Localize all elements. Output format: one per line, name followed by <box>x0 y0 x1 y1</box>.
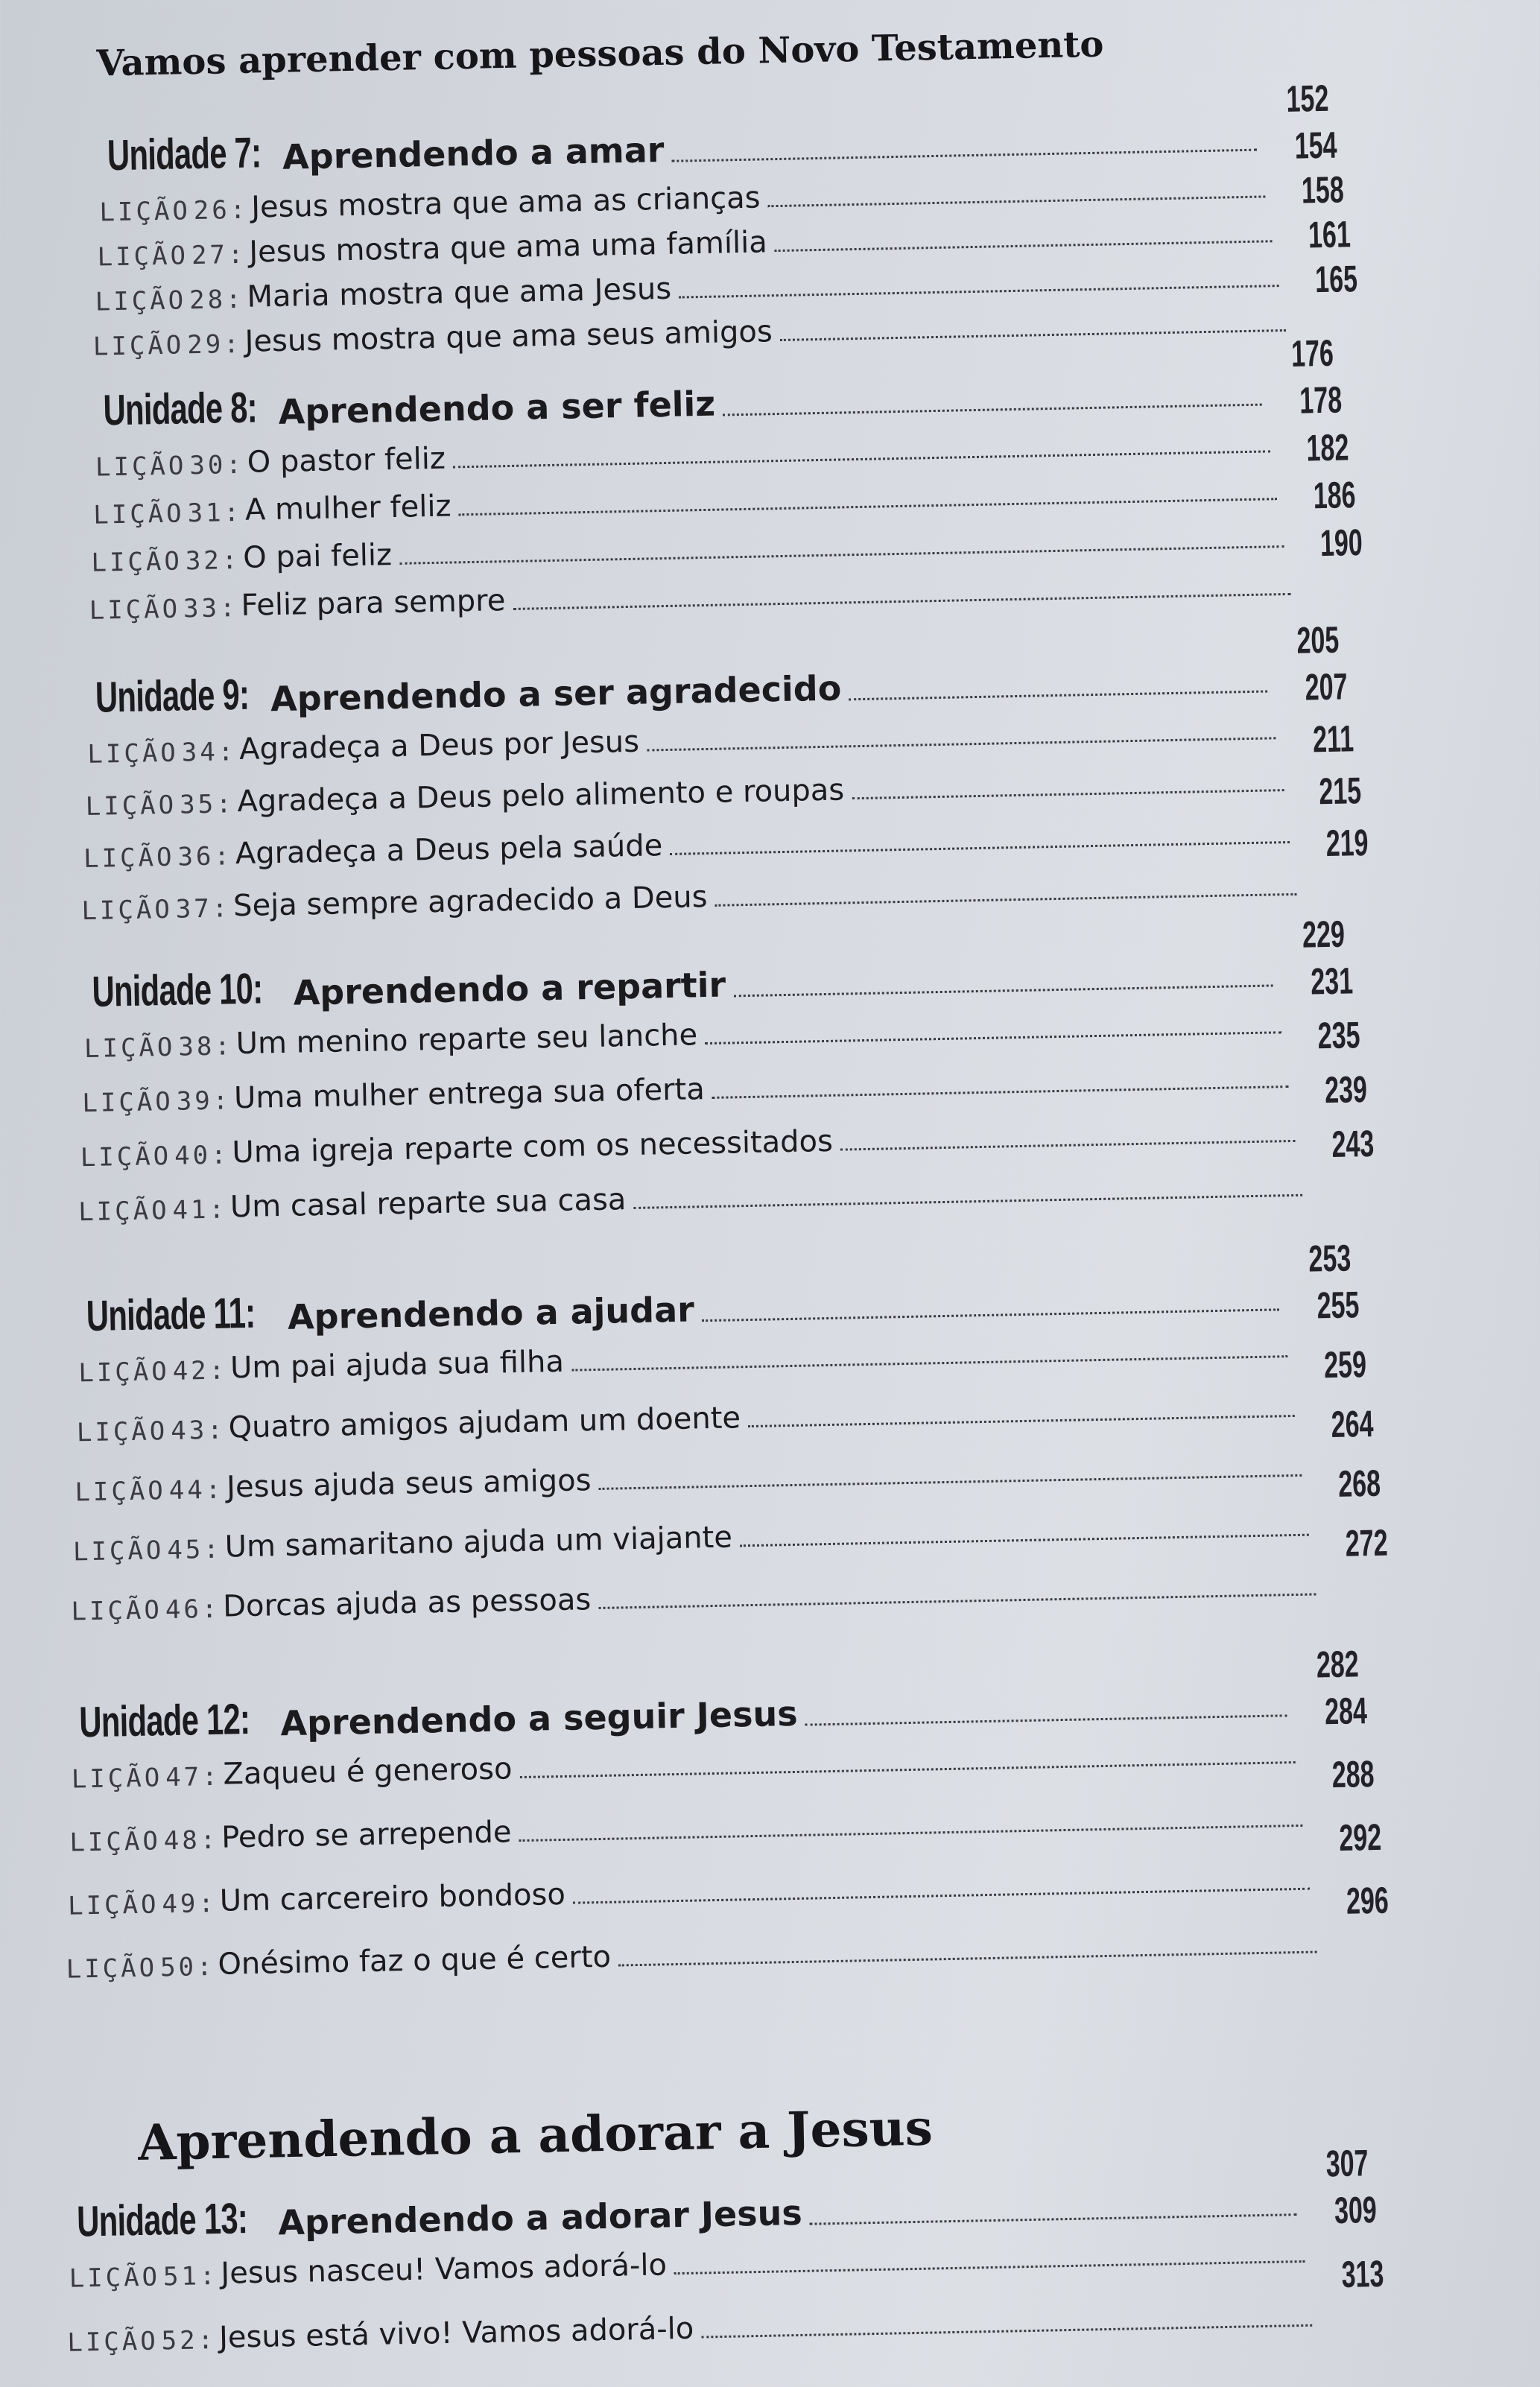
leader-dots <box>679 285 1278 298</box>
page-number: 152 <box>1285 77 1329 120</box>
lesson-title: Onésimo faz o que é certo <box>218 1939 612 1982</box>
leader-dots <box>670 841 1289 855</box>
lesson-title: Agradeça a Deus por Jesus <box>238 724 640 767</box>
licao-label: LIÇÃO <box>76 1416 168 1448</box>
leader-dots <box>573 1888 1310 1904</box>
unit-label: Unidade 11: <box>86 1288 256 1341</box>
licao-label: LIÇÃO <box>99 196 191 228</box>
leader-dots <box>633 1194 1302 1209</box>
unit-label-wrap <box>79 1693 281 1747</box>
leader-dots <box>748 1415 1294 1427</box>
page-number: 215 <box>1318 770 1362 813</box>
page-number: 239 <box>1324 1068 1367 1112</box>
page-number: 231 <box>1310 960 1354 1003</box>
lesson-number: 43: <box>170 1415 226 1446</box>
leader-dots <box>599 1474 1302 1490</box>
lesson-title: Agradeça a Deus pela saúde <box>235 828 663 872</box>
page-number: 307 <box>1325 2142 1369 2185</box>
lesson-number: 38: <box>178 1031 234 1062</box>
lesson-title: Maria mostra que ama Jesus <box>247 271 672 314</box>
licao-label: LIÇÃO <box>91 546 183 578</box>
page-number: 161 <box>1308 213 1351 256</box>
licao-label: LIÇÃO <box>97 241 189 273</box>
page-number: 190 <box>1319 522 1363 565</box>
lesson-number: 39: <box>176 1085 232 1117</box>
page-number: 165 <box>1314 258 1358 301</box>
lesson-title: Quatro amigos ajudam um doente <box>228 1401 741 1445</box>
lesson-title: Feliz para sempre <box>241 583 506 623</box>
page-number: 243 <box>1331 1122 1375 1165</box>
lesson-number: 48: <box>163 1825 219 1857</box>
page-number: 186 <box>1312 474 1356 517</box>
unit-title: Aprendendo a ser agradecido <box>270 668 842 720</box>
unit-label-wrap <box>95 669 270 722</box>
unit-title: Aprendendo a adorar Jesus <box>277 2192 803 2243</box>
lesson-title: Agradeça a Deus pelo alimento e roupas <box>237 773 845 820</box>
lesson-number: 35: <box>179 789 235 820</box>
leader-dots <box>740 1534 1308 1547</box>
licao-label: LIÇÃO <box>69 1826 162 1858</box>
lesson-number: 32: <box>185 545 241 577</box>
leader-dots <box>705 1031 1281 1044</box>
licao-label: LIÇÃO <box>67 1889 159 1921</box>
lesson-number: 28: <box>188 284 244 316</box>
lesson-number: 49: <box>162 1888 218 1920</box>
leader-dots <box>701 2324 1311 2339</box>
lesson-title: Uma mulher entrega sua oferta <box>233 1072 706 1116</box>
unit-label: Unidade 13: <box>76 2194 248 2246</box>
leader-dots <box>715 893 1296 907</box>
section-title-adorar: Aprendendo a adorar a Jesus <box>137 2098 934 2172</box>
lesson-number: 45: <box>166 1534 223 1566</box>
leader-dots <box>519 1825 1302 1842</box>
unit-title: Aprendendo a seguir Jesus <box>279 1693 799 1744</box>
licao-label: LIÇÃO <box>92 498 186 530</box>
unit-title: Aprendendo a ser feliz <box>278 383 716 432</box>
lesson-title: Um pai ajuda sua filha <box>229 1344 565 1386</box>
leader-dots <box>647 737 1276 751</box>
page-number: 235 <box>1316 1014 1360 1057</box>
lesson-number: 37: <box>175 893 231 925</box>
lesson-number: 51: <box>162 2260 218 2292</box>
section-title-novo-testamento: Vamos aprender com pessoas do Novo Testamento <box>96 23 1104 85</box>
licao-label: LIÇÃO <box>71 1763 163 1795</box>
lesson-title: O pastor feliz <box>247 441 446 480</box>
leader-dots <box>768 195 1265 207</box>
licao-label: LIÇÃO <box>85 790 177 822</box>
leader-dots <box>849 691 1267 701</box>
lesson-title: A mulher feliz <box>244 489 451 527</box>
lesson-title: Um menino reparte seu lanche <box>235 1018 698 1062</box>
page-number: 176 <box>1290 332 1334 375</box>
unit-label-wrap <box>92 963 294 1017</box>
licao-label: LIÇÃO <box>87 738 180 770</box>
lesson-number: 50: <box>159 1951 215 1983</box>
leader-dots <box>723 404 1261 416</box>
leader-dots <box>733 984 1273 997</box>
licao-label: LIÇÃO <box>72 1535 165 1567</box>
page-number: 272 <box>1344 1521 1388 1565</box>
page-number: 158 <box>1300 168 1344 212</box>
lesson-title: Jesus mostra que ama seus amigos <box>244 314 773 359</box>
page-number: 296 <box>1346 1879 1389 1922</box>
licao-label: LIÇÃO <box>95 451 187 483</box>
lesson-title: Uma igreja reparte com os necessitados <box>232 1123 834 1170</box>
licao-label: LIÇÃO <box>66 1953 158 1985</box>
lesson-title: Jesus mostra que ama uma família <box>248 225 768 270</box>
lesson-number: 44: <box>168 1474 224 1506</box>
licao-label: LIÇÃO <box>89 594 181 626</box>
lesson-number: 42: <box>172 1355 228 1386</box>
unit-label: Unidade 10: <box>91 964 263 1016</box>
leader-dots <box>702 1308 1279 1322</box>
lesson-number: 41: <box>172 1194 228 1226</box>
leader-dots <box>618 1951 1316 1967</box>
lesson-title: Jesus nasceu! Vamos adorá-lo <box>220 2248 668 2291</box>
page-number: 268 <box>1337 1462 1381 1505</box>
page-number: 229 <box>1302 913 1345 956</box>
page-number: 182 <box>1305 426 1349 469</box>
licao-label: LIÇÃO <box>71 1595 163 1627</box>
leader-dots <box>453 450 1270 468</box>
leader-dots <box>780 329 1286 341</box>
leader-dots <box>672 149 1257 162</box>
leader-dots <box>598 1593 1316 1608</box>
lesson-title: Um carcereiro bondoso <box>219 1877 566 1918</box>
licao-label: LIÇÃO <box>83 842 175 875</box>
lesson-number: 30: <box>189 449 245 481</box>
lesson-title: Um samaritano ajuda um viajante <box>224 1520 733 1565</box>
unit-label: Unidade 8: <box>102 383 258 435</box>
leader-dots <box>712 1085 1288 1099</box>
lesson-number: 33: <box>183 593 238 624</box>
page-number: 255 <box>1316 1284 1360 1327</box>
leader-dots <box>805 1714 1287 1725</box>
lesson-number: 47: <box>165 1761 221 1793</box>
page-number: 154 <box>1293 124 1337 167</box>
licao-label: LIÇÃO <box>67 2326 159 2358</box>
lesson-number: 46: <box>165 1594 221 1626</box>
unit-label-wrap <box>77 2193 279 2246</box>
unit-label: Unidade 9: <box>95 670 250 722</box>
page-number: 264 <box>1330 1402 1374 1446</box>
page-number: 205 <box>1296 618 1340 662</box>
licao-label: LIÇÃO <box>95 285 187 317</box>
unit-label-wrap <box>107 127 282 180</box>
lesson-number: 31: <box>187 497 243 529</box>
page-number: 219 <box>1325 821 1369 865</box>
lesson-title: Jesus está vivo! Vamos adorá-lo <box>218 2311 694 2355</box>
leader-dots <box>513 593 1290 610</box>
licao-label: LIÇÃO <box>78 1356 171 1389</box>
lesson-title: Seja sempre agradecido a Deus <box>232 879 708 924</box>
unit-label: Unidade 7: <box>107 128 262 180</box>
page-number: 284 <box>1324 1690 1367 1733</box>
lesson-number: 27: <box>191 239 247 271</box>
unit-label-wrap <box>103 382 279 435</box>
lesson-number: 34: <box>181 737 237 768</box>
leader-dots <box>775 240 1272 252</box>
leader-dots <box>459 498 1277 516</box>
page-number: 292 <box>1338 1816 1382 1859</box>
lesson-number: 52: <box>161 2325 217 2356</box>
unit-title: Aprendendo a repartir <box>293 964 726 1013</box>
leader-dots <box>810 2213 1296 2225</box>
lesson-title: Pedro se arrepende <box>221 1815 512 1855</box>
page-number: 211 <box>1312 717 1354 761</box>
page-number: 178 <box>1299 378 1343 422</box>
page-number: 313 <box>1340 2252 1384 2295</box>
unit-label-wrap <box>86 1287 288 1341</box>
lesson-title: Dorcas ajuda as pessoas <box>222 1582 592 1624</box>
licao-label: LIÇÃO <box>77 1195 170 1228</box>
licao-label: LIÇÃO <box>92 330 185 362</box>
licao-label: LIÇÃO <box>80 1141 172 1173</box>
page-number: 253 <box>1308 1237 1352 1280</box>
unit-title: Aprendendo a ajudar <box>287 1289 695 1337</box>
lesson-number: 29: <box>186 329 243 361</box>
lesson-title: Jesus mostra que ama as crianças <box>250 180 761 225</box>
lesson-title: O pai feliz <box>242 538 393 575</box>
unit-title: Aprendendo a amar <box>282 129 665 177</box>
licao-label: LIÇÃO <box>81 894 174 927</box>
page-number: 259 <box>1323 1343 1367 1386</box>
lesson-title: Um casal reparte sua casa <box>229 1182 627 1225</box>
licao-label: LIÇÃO <box>83 1032 176 1065</box>
leader-dots <box>520 1761 1296 1778</box>
leader-dots <box>674 2260 1305 2275</box>
leader-dots <box>840 1140 1295 1151</box>
leader-dots <box>852 789 1284 799</box>
unit-label: Unidade 12: <box>78 1694 250 1747</box>
page-number: 207 <box>1304 665 1348 709</box>
lesson-number: 26: <box>193 194 249 226</box>
page-number: 309 <box>1334 2189 1377 2232</box>
page-number: 288 <box>1331 1753 1375 1796</box>
lesson-title: Zaqueu é generoso <box>223 1752 513 1792</box>
licao-label: LIÇÃO <box>82 1086 174 1119</box>
leader-dots <box>571 1355 1287 1371</box>
page-number: 282 <box>1315 1643 1359 1686</box>
lesson-title: Jesus ajuda seus amigos <box>226 1463 592 1505</box>
licao-label: LIÇÃO <box>75 1476 167 1508</box>
lesson-number: 40: <box>174 1140 229 1171</box>
licao-label: LIÇÃO <box>69 2262 161 2294</box>
lesson-number: 36: <box>177 841 233 872</box>
